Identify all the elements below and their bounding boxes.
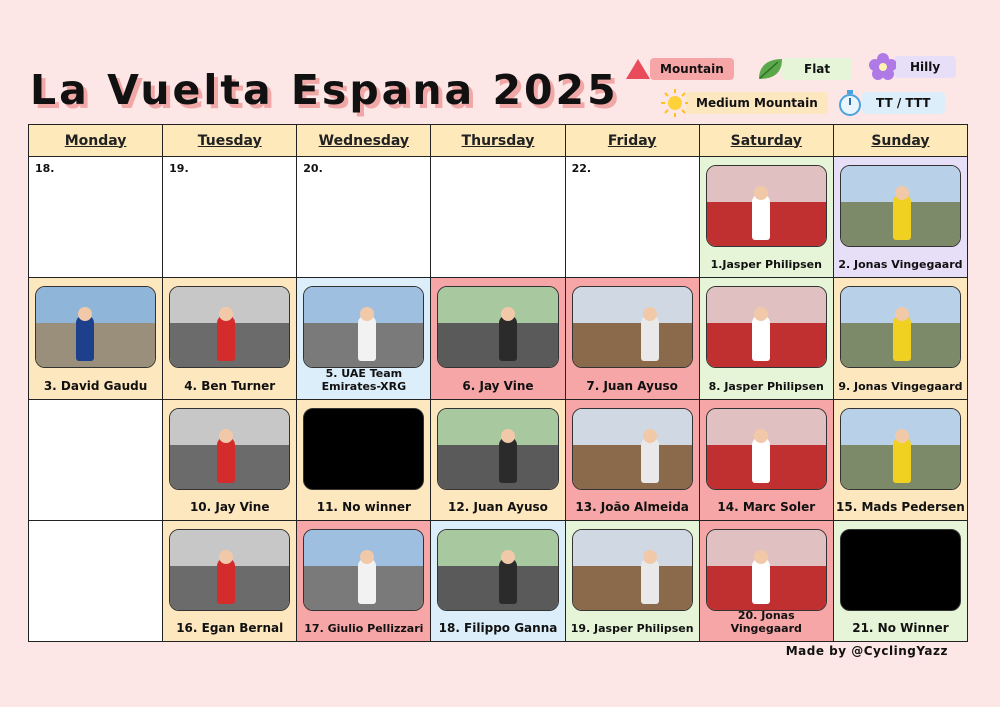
- day-number: 20.: [303, 162, 323, 175]
- rider-figure: [641, 315, 659, 361]
- rider-figure: [641, 437, 659, 483]
- empty-day-cell: [297, 157, 431, 278]
- stopwatch-icon: [836, 89, 864, 117]
- stage-cell: [565, 520, 699, 641]
- flower-icon: [868, 53, 896, 81]
- rider-head: [895, 186, 909, 200]
- rider-head: [643, 307, 657, 321]
- winner-photo: [437, 408, 558, 490]
- rider-head: [754, 429, 768, 443]
- stage-cell: [297, 520, 431, 641]
- stage-winner-caption: 20. Jonas Vingegaard: [730, 609, 802, 635]
- rider-figure: [217, 558, 235, 604]
- stage-cell: [833, 399, 967, 520]
- rider-figure: [358, 315, 376, 361]
- photo-background: [438, 530, 557, 566]
- mountain-icon: [624, 55, 652, 83]
- empty-day-cell: [29, 157, 163, 278]
- rider-figure: [752, 558, 770, 604]
- header-thursday: Thursday: [431, 125, 565, 157]
- rider-head: [219, 429, 233, 443]
- stage-cell: [29, 278, 163, 399]
- stage-cell: [699, 278, 833, 399]
- stage-winner-caption: 11. No winner: [316, 499, 411, 514]
- photo-background: [573, 530, 692, 566]
- rider-head: [895, 307, 909, 321]
- rider-head: [754, 550, 768, 564]
- stage-winner-caption: 21. No Winner: [852, 621, 949, 635]
- stage-cell: [699, 520, 833, 641]
- rider-figure: [217, 437, 235, 483]
- header-wednesday: Wednesday: [297, 125, 431, 157]
- stage-winner-caption: 12. Juan Ayuso: [448, 499, 548, 514]
- rider-head: [219, 550, 233, 564]
- stage-winner-caption: 13. João Almeida: [575, 499, 689, 514]
- legend-medium-label: Medium Mountain: [686, 92, 828, 114]
- stage-winner-caption: 4. Ben Turner: [184, 378, 276, 393]
- stage-cell: [699, 399, 833, 520]
- legend-tt-label: TT / TTT: [862, 92, 945, 114]
- rider-head: [501, 429, 515, 443]
- stage-winner-caption: 16. Egan Bernal: [176, 621, 284, 635]
- title-block: [30, 66, 619, 114]
- stage-winner-caption: 3. David Gaudu: [43, 378, 148, 393]
- winner-photo: [303, 529, 424, 611]
- stage-winner-caption: 18. Filippo Ganna: [438, 621, 558, 635]
- credit-text: Made by @CyclingYazz: [785, 644, 948, 658]
- winner-photo: [706, 408, 827, 490]
- empty-day-cell: [163, 157, 297, 278]
- calendar-grid: [28, 124, 968, 642]
- stage-cell: [565, 278, 699, 399]
- winner-photo: [840, 286, 961, 368]
- stage-cell: [431, 278, 565, 399]
- stage-cell: [565, 399, 699, 520]
- winner-photo: [572, 529, 693, 611]
- stage-winner-caption: 14. Marc Soler: [717, 499, 816, 514]
- rider-figure: [752, 194, 770, 240]
- header-sunday: Sunday: [833, 125, 967, 157]
- photo-road: [438, 445, 557, 489]
- photo-road: [36, 323, 155, 367]
- winner-photo: [706, 165, 827, 247]
- photo-road: [573, 566, 692, 610]
- photo-road: [438, 323, 557, 367]
- no-winner-placeholder: [303, 408, 424, 490]
- stage-winner-caption: 6. Jay Vine: [462, 378, 534, 393]
- rider-figure: [499, 558, 517, 604]
- stage-winner-caption: 5. UAE Team Emirates-XRG: [321, 366, 407, 393]
- rider-figure: [641, 558, 659, 604]
- legend-hilly-label: Hilly: [894, 56, 956, 78]
- empty-day-cell: [565, 157, 699, 278]
- legend-tt: [836, 90, 945, 116]
- stage-cell: [297, 399, 431, 520]
- header-friday: Friday: [565, 125, 699, 157]
- stage-cell: [833, 520, 967, 641]
- stage-cell: [431, 520, 565, 641]
- rider-head: [754, 307, 768, 321]
- stage-winner-caption: 1.Jasper Philipsen: [710, 258, 822, 272]
- photo-road: [573, 323, 692, 367]
- header-saturday: Saturday: [699, 125, 833, 157]
- rider-figure: [752, 437, 770, 483]
- page-title: La Vuelta Espana 2025: [30, 66, 619, 114]
- rider-head: [360, 550, 374, 564]
- header-monday: Monday: [29, 125, 163, 157]
- stage-winner-caption: 2. Jonas Vingegaard: [838, 258, 963, 272]
- rider-head: [754, 186, 768, 200]
- stage-cell: [431, 399, 565, 520]
- rider-figure: [358, 558, 376, 604]
- stage-winner-caption: 15. Mads Pedersen: [836, 499, 965, 514]
- winner-photo: [303, 286, 424, 368]
- winner-photo: [169, 408, 290, 490]
- legend-mountain-label: Mountain: [650, 58, 734, 80]
- week-row: [29, 278, 968, 399]
- winner-photo: [437, 529, 558, 611]
- rider-head: [895, 429, 909, 443]
- winner-photo: [169, 529, 290, 611]
- rider-figure: [76, 315, 94, 361]
- sun-icon: [660, 89, 688, 117]
- stage-cell: [163, 520, 297, 641]
- weekday-header-row: [29, 125, 968, 157]
- winner-photo: [706, 286, 827, 368]
- photo-background: [573, 409, 692, 445]
- header-tuesday: Tuesday: [163, 125, 297, 157]
- rider-figure: [217, 315, 235, 361]
- stage-winner-caption: 9. Jonas Vingegaard: [838, 379, 963, 393]
- rider-figure: [499, 437, 517, 483]
- winner-photo: [706, 529, 827, 611]
- day-number: 22.: [571, 162, 592, 175]
- legend-mountain: [624, 56, 734, 82]
- stage-cell: [699, 157, 833, 278]
- week-row: [29, 520, 968, 641]
- photo-background: [36, 287, 155, 323]
- week-row: [29, 157, 968, 278]
- legend-medium: [660, 90, 828, 116]
- rider-figure: [752, 315, 770, 361]
- winner-photo: [35, 286, 156, 368]
- day-number: 18.: [35, 162, 55, 175]
- stage-cell: [163, 278, 297, 399]
- legend-flat: [756, 56, 852, 82]
- photo-road: [573, 445, 692, 489]
- rider-head: [643, 429, 657, 443]
- winner-photo: [169, 286, 290, 368]
- rider-figure: [893, 437, 911, 483]
- winner-photo: [437, 286, 558, 368]
- week-row: [29, 399, 968, 520]
- no-winner-placeholder: [840, 529, 961, 611]
- rider-figure: [893, 194, 911, 240]
- stage-cell: [833, 157, 967, 278]
- photo-background: [438, 409, 557, 445]
- empty-day-cell: [29, 520, 163, 641]
- winner-photo: [572, 286, 693, 368]
- winner-photo: [840, 165, 961, 247]
- leaf-icon: [756, 55, 784, 83]
- stage-cell: [163, 399, 297, 520]
- photo-background: [573, 287, 692, 323]
- stage-winner-caption: 17. Giulio Pellizzari: [304, 622, 424, 635]
- day-number: 19.: [169, 162, 189, 175]
- winner-photo: [572, 408, 693, 490]
- empty-day-cell: [29, 399, 163, 520]
- rider-figure: [893, 315, 911, 361]
- legend-hilly: [868, 54, 956, 80]
- photo-background: [438, 287, 557, 323]
- stage-winner-caption: 19. Jasper Philipsen: [570, 622, 694, 635]
- rider-head: [643, 550, 657, 564]
- winner-photo: [840, 408, 961, 490]
- stage-cell: [297, 278, 431, 399]
- rider-figure: [499, 315, 517, 361]
- stage-cell: [833, 278, 967, 399]
- stage-winner-caption: 10. Jay Vine: [189, 499, 270, 514]
- photo-road: [438, 566, 557, 610]
- empty-day-cell: [431, 157, 565, 278]
- stage-winner-caption: 8. Jasper Philipsen: [708, 379, 824, 393]
- stage-winner-caption: 7. Juan Ayuso: [586, 378, 678, 393]
- legend-flat-label: Flat: [782, 58, 852, 80]
